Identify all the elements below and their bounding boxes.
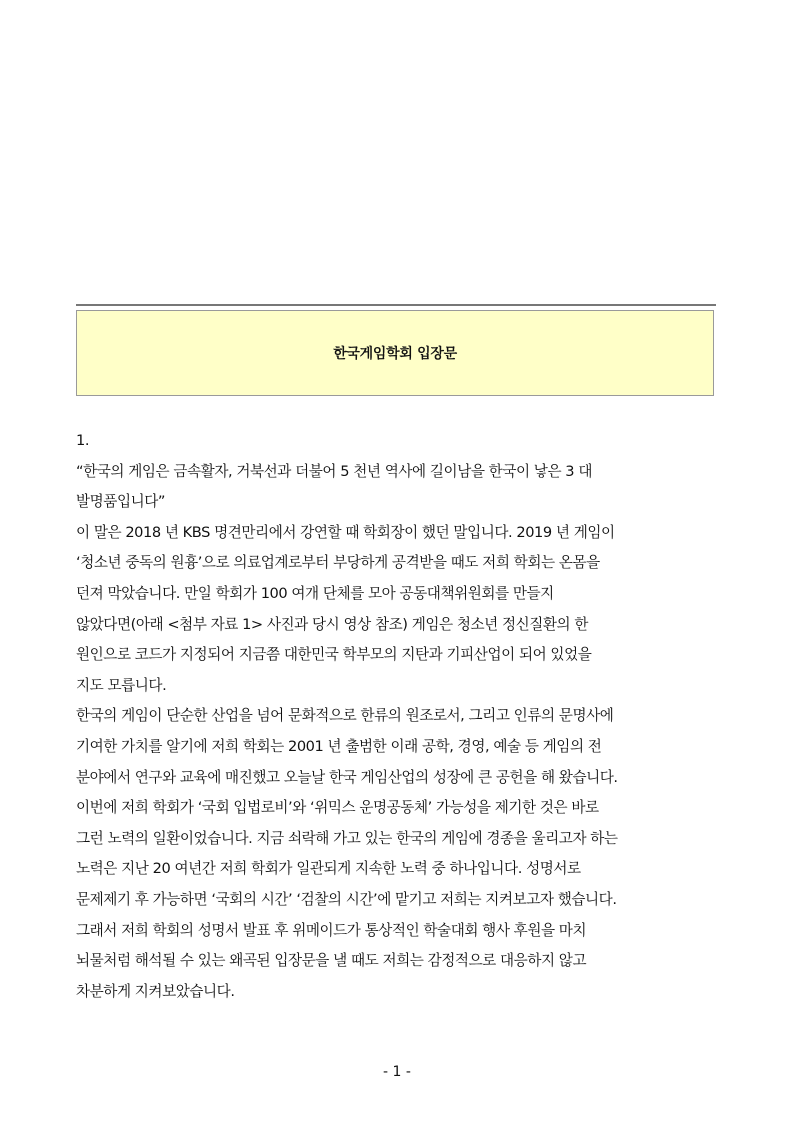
header-rule — [76, 304, 716, 306]
text-line: 지도 모릅니다. — [76, 676, 167, 694]
text-line: 분야에서 연구와 교육에 매진했고 오늘날 한국 게임산업의 성장에 큰 공헌을 해 왔습니다. — [76, 768, 618, 786]
text-line: ‘청소년 중독의 원흉’으로 의료업계로부터 부당하게 공격받을 때도 저희 학회는 온몸을 — [76, 554, 600, 572]
text-line: 차분하게 지켜보았습니다. — [76, 982, 235, 1000]
text-line: 한국의 게임이 단순한 산업을 넘어 문화적으로 한류의 원조로서, 그리고 인류의 문명사에 — [76, 707, 614, 725]
text-line: 이 말은 2018 년 KBS 명견만리에서 강연할 때 학회장이 했던 말입니다. 2019 년 게임이 — [76, 523, 615, 541]
text-line: “한국의 게임은 금속활자, 거북선과 더불어 5 천년 역사에 길이남을 한국이 낳은 3 대 — [76, 462, 592, 480]
text-line: 발명품입니다” — [76, 493, 165, 511]
text-line: 뇌물처럼 해석될 수 있는 왜곡된 입장문을 낼 때도 저희는 감정적으로 대응하지 않고 — [76, 952, 587, 970]
text-line: 그래서 저희 학회의 성명서 발표 후 위메이드가 통상적인 학술대회 행사 후원을 마치 — [76, 921, 587, 939]
text-line: 노력은 지난 20 여년간 저희 학회가 일관되게 지속한 노력 중 하나입니다. 성명서로 — [76, 860, 581, 878]
body-text — [76, 426, 720, 1007]
text-line: 1. — [76, 432, 90, 449]
text-line: 그런 노력의 일환이었습니다. 지금 쇠락해 가고 있는 한국의 게임에 경종을 울리고자 하는 — [76, 829, 618, 847]
page-number: - 1 - — [383, 1064, 411, 1080]
text-line: 않았다면(아래 <첨부 자료 1> 사진과 당시 영상 참조) 게임은 청소년 정신질환의 한 — [76, 615, 589, 633]
text-line: 던져 막았습니다. 만일 학회가 100 여개 단체를 모아 공동대책위원회를 만들지 — [76, 584, 554, 602]
text-line: 원인으로 코드가 지정되어 지금쯤 대한민국 학부모의 지탄과 기피산업이 되어 있었을 — [76, 646, 592, 664]
document-title: 한국게임학회 입장문 — [333, 346, 457, 362]
title-box — [76, 310, 714, 396]
text-line: 기여한 가치를 알기에 저희 학회는 2001 년 출범한 이래 공학, 경영, 예술 등 게임의 전 — [76, 737, 602, 755]
text-line: 문제제기 후 가능하면 ‘국회의 시간’ ‘검찰의 시간’에 맡기고 저희는 지켜보고자 했습니다. — [76, 890, 617, 908]
text-line: 이번에 저희 학회가 ‘국회 입법로비’와 ‘위믹스 운명공동체’ 가능성을 제기한 것은 바로 — [76, 799, 599, 817]
